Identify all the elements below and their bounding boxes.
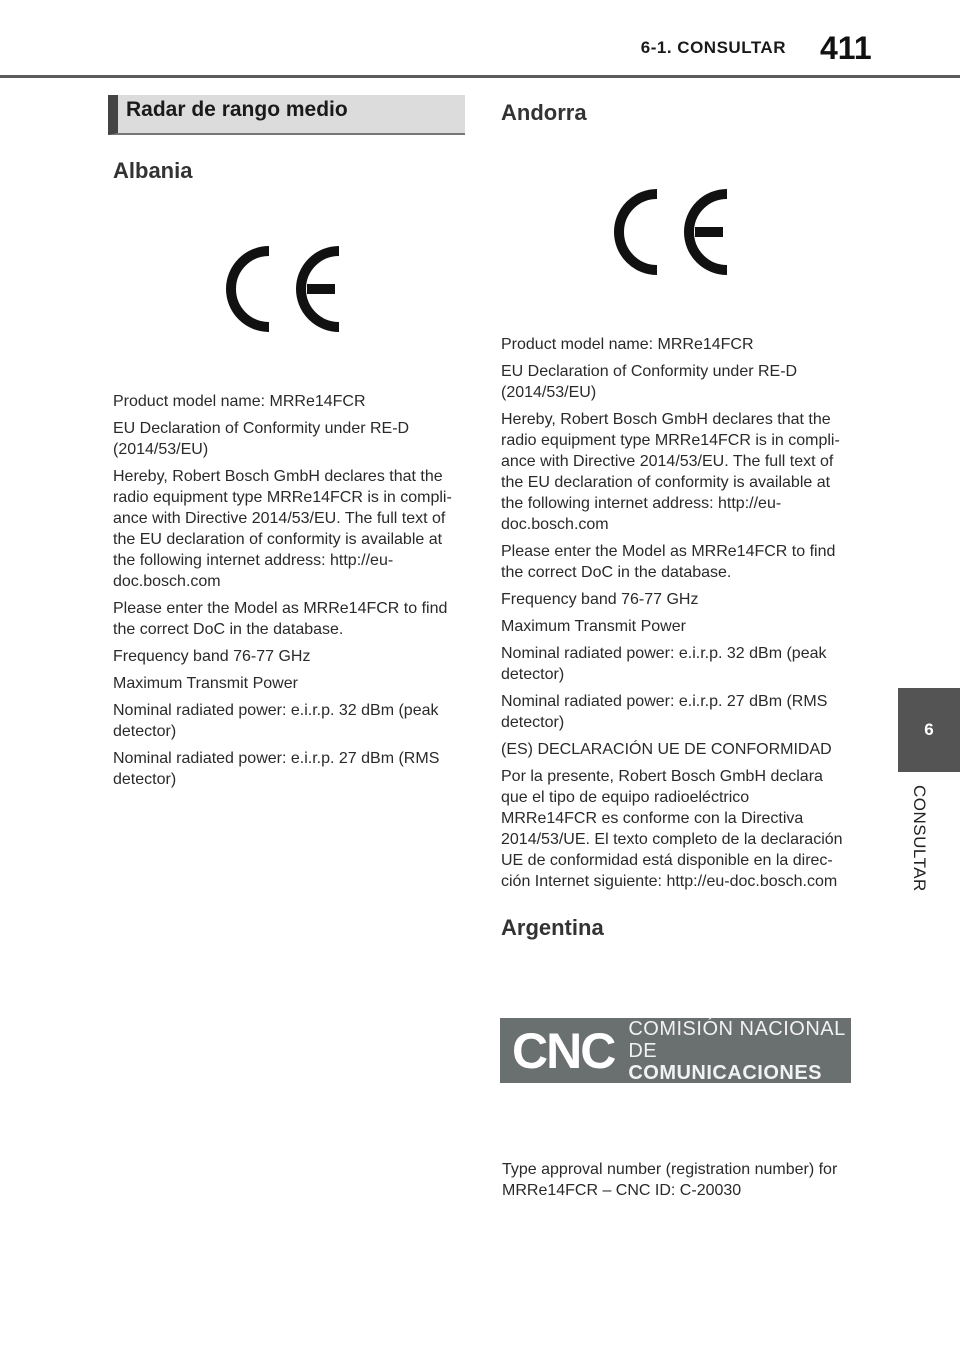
country-heading-argentina: Argentina xyxy=(501,915,604,940)
chapter-tab xyxy=(898,688,960,772)
paragraph: Nominal radiated power: e.i.r.p. 32 dBm (peak detector) xyxy=(113,702,439,740)
cnc-logo-text xyxy=(628,1018,851,1084)
chapter-tab-number: 6 xyxy=(924,720,934,739)
paragraph: Product model name: MRRe14FCR xyxy=(501,336,754,353)
paragraph: Product model name: MRRe14FCR xyxy=(113,393,366,410)
paragraph: Hereby, Robert Bosch GmbH declares that the radio equipment type MRRe14FCR is in compli-ance with Directive 2014/53/EU. The full text of the EU declaration of conformity is available at the following internet address: http://eu-doc.bosch.com xyxy=(501,411,840,533)
cnc-logo xyxy=(500,1018,851,1083)
country-heading-albania: Albania xyxy=(113,158,193,183)
paragraph: Hereby, Robert Bosch GmbH declares that the radio equipment type MRRe14FCR is in compli-ance with Directive 2014/53/EU. The full text of the EU declaration of conformity is available at the following internet address: http://eu-doc.bosch.com xyxy=(113,468,452,590)
cnc-logo-letters: CNC xyxy=(512,1022,615,1079)
cnc-logo-line1: COMISIÓN NACIONAL xyxy=(628,1017,846,1040)
paragraph: Please enter the Model as MRRe14FCR to find the correct DoC in the database. xyxy=(113,600,448,638)
paragraph: EU Declaration of Conformity under RE-D (2014/53/EU) xyxy=(501,363,798,401)
paragraph: (ES) DECLARACIÓN UE DE CONFORMIDAD xyxy=(501,741,832,758)
type-approval-text: Type approval number (registration number) for MRRe14FCR – CNC ID: C-20030 xyxy=(502,1161,838,1199)
paragraph: Por la presente, Robert Bosch GmbH declara que el tipo de equipo radioeléctrico MRRe14FCR es conforme con la Directiva 2014/53/UE. El texto completo de la declaración UE de conformidad está disponible en la direc-ción Internet siguiente: http://eu-doc.bosch.com xyxy=(501,768,843,890)
andorra-text xyxy=(501,334,846,898)
page-number: 411 xyxy=(820,30,872,66)
header-divider xyxy=(0,75,960,78)
albania-text xyxy=(113,391,458,796)
section-title: Radar de rango medio xyxy=(108,95,465,135)
paragraph: Nominal radiated power: e.i.r.p. 27 dBm (RMS detector) xyxy=(113,750,440,788)
cnc-logo-line2-bold: COMUNICACIONES xyxy=(628,1061,822,1084)
ce-mark-icon xyxy=(225,245,345,333)
paragraph: Nominal radiated power: e.i.r.p. 32 dBm (peak detector) xyxy=(501,645,827,683)
country-heading-andorra: Andorra xyxy=(501,100,587,125)
paragraph: Please enter the Model as MRRe14FCR to find the correct DoC in the database. xyxy=(501,543,836,581)
ce-mark-icon xyxy=(613,188,733,276)
chapter-heading: 6-1. CONSULTAR xyxy=(640,38,786,57)
cnc-logo-line2 xyxy=(628,1040,851,1084)
paragraph: Nominal radiated power: e.i.r.p. 27 dBm (RMS detector) xyxy=(501,693,828,731)
paragraph: Maximum Transmit Power xyxy=(501,618,686,635)
cnc-logo-line2-prefix: DE xyxy=(628,1039,658,1062)
paragraph: EU Declaration of Conformity under RE-D (2014/53/EU) xyxy=(113,420,410,458)
chapter-tab-label: CONSULTAR xyxy=(910,785,929,892)
paragraph: Maximum Transmit Power xyxy=(113,675,298,692)
paragraph: Frequency band 76-77 GHz xyxy=(501,591,699,608)
paragraph: Frequency band 76-77 GHz xyxy=(113,648,311,665)
